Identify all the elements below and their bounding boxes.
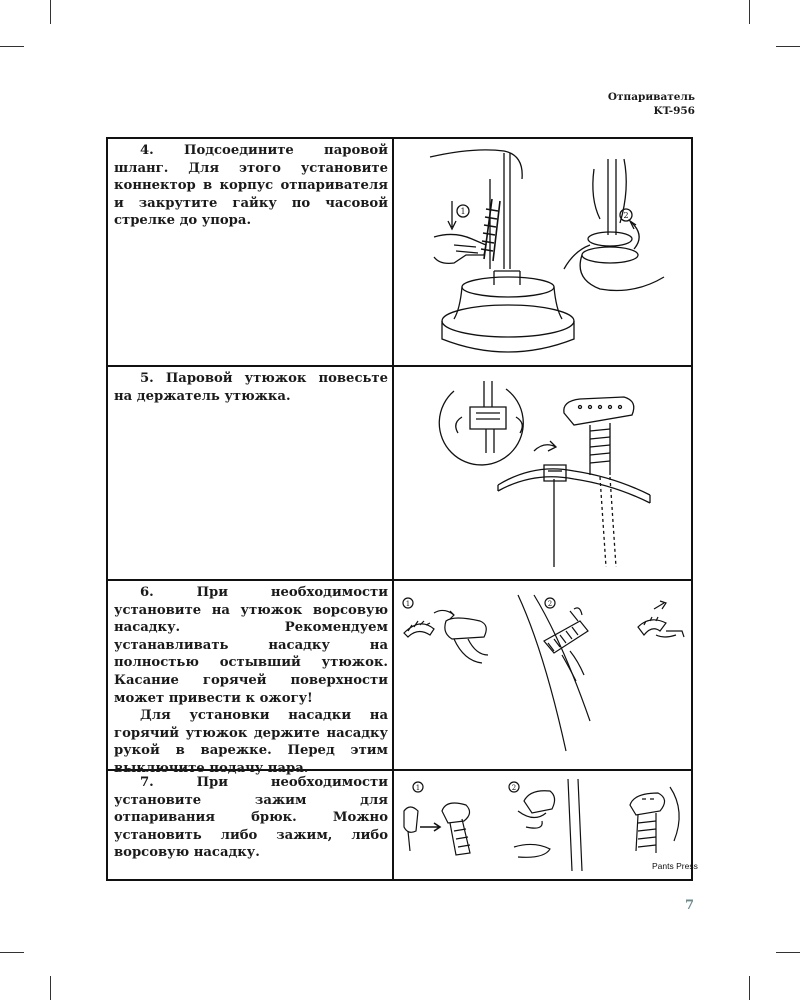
crop-mark bbox=[0, 46, 24, 47]
hose-connection-illustration bbox=[394, 139, 691, 365]
crop-mark bbox=[50, 976, 51, 1000]
brush-attachment-illustration bbox=[394, 581, 691, 769]
crop-mark bbox=[776, 952, 800, 953]
step-row-4 bbox=[108, 139, 691, 367]
model-number: KT-956 bbox=[653, 105, 695, 117]
crop-mark bbox=[749, 976, 750, 1000]
step-paragraph: 4. Подсоедините паровой шланг. Для этого установите коннектор в корпус отпаривателя и закрутите гайку по часовой стрелке до упора. bbox=[114, 143, 388, 229]
step-text bbox=[108, 367, 394, 579]
svg-text:1: 1 bbox=[460, 207, 466, 216]
instruction-table bbox=[106, 137, 698, 881]
page-header bbox=[608, 90, 695, 118]
step-paragraph: 7. При необходимости установите зажим для отпаривания брюк. Можно установить либо зажим, либо ворсовую насадку. bbox=[114, 775, 388, 861]
crop-mark bbox=[776, 46, 800, 47]
step-row-6 bbox=[108, 581, 691, 776]
step-paragraph: 6. При необходимости установите на утюжок ворсовую насадку. Рекомендуем устанавливать насадку на полностью остывший утюжок. Касание горячей поверхности может привести к ожогу! bbox=[114, 585, 388, 706]
pants-clip-illustration bbox=[394, 771, 698, 879]
step-row-7 bbox=[108, 771, 698, 879]
product-name: Отпариватель bbox=[607, 91, 695, 103]
crop-mark bbox=[50, 0, 51, 24]
crop-mark bbox=[749, 0, 750, 24]
svg-text:2: 2 bbox=[511, 784, 517, 792]
pants-press-caption: Pants Press bbox=[652, 861, 698, 871]
step-text bbox=[108, 581, 394, 776]
svg-text:1: 1 bbox=[415, 784, 421, 792]
svg-text:1: 1 bbox=[405, 600, 411, 608]
step-paragraph: 5. Паровой утюжок повесьте на держатель утюжка. bbox=[114, 371, 388, 404]
svg-text:2: 2 bbox=[623, 211, 629, 220]
iron-holder-illustration bbox=[394, 367, 691, 579]
svg-text:2: 2 bbox=[547, 600, 553, 608]
crop-mark bbox=[0, 952, 24, 953]
step-text bbox=[108, 139, 394, 365]
step-row-5 bbox=[108, 367, 691, 581]
page-number: 7 bbox=[684, 898, 694, 913]
step-paragraph: Для установки насадки на горячий утюжок держите насадку рукой в варежке. Перед этим выключите подачу пара. bbox=[114, 708, 388, 776]
step-text bbox=[108, 771, 394, 879]
